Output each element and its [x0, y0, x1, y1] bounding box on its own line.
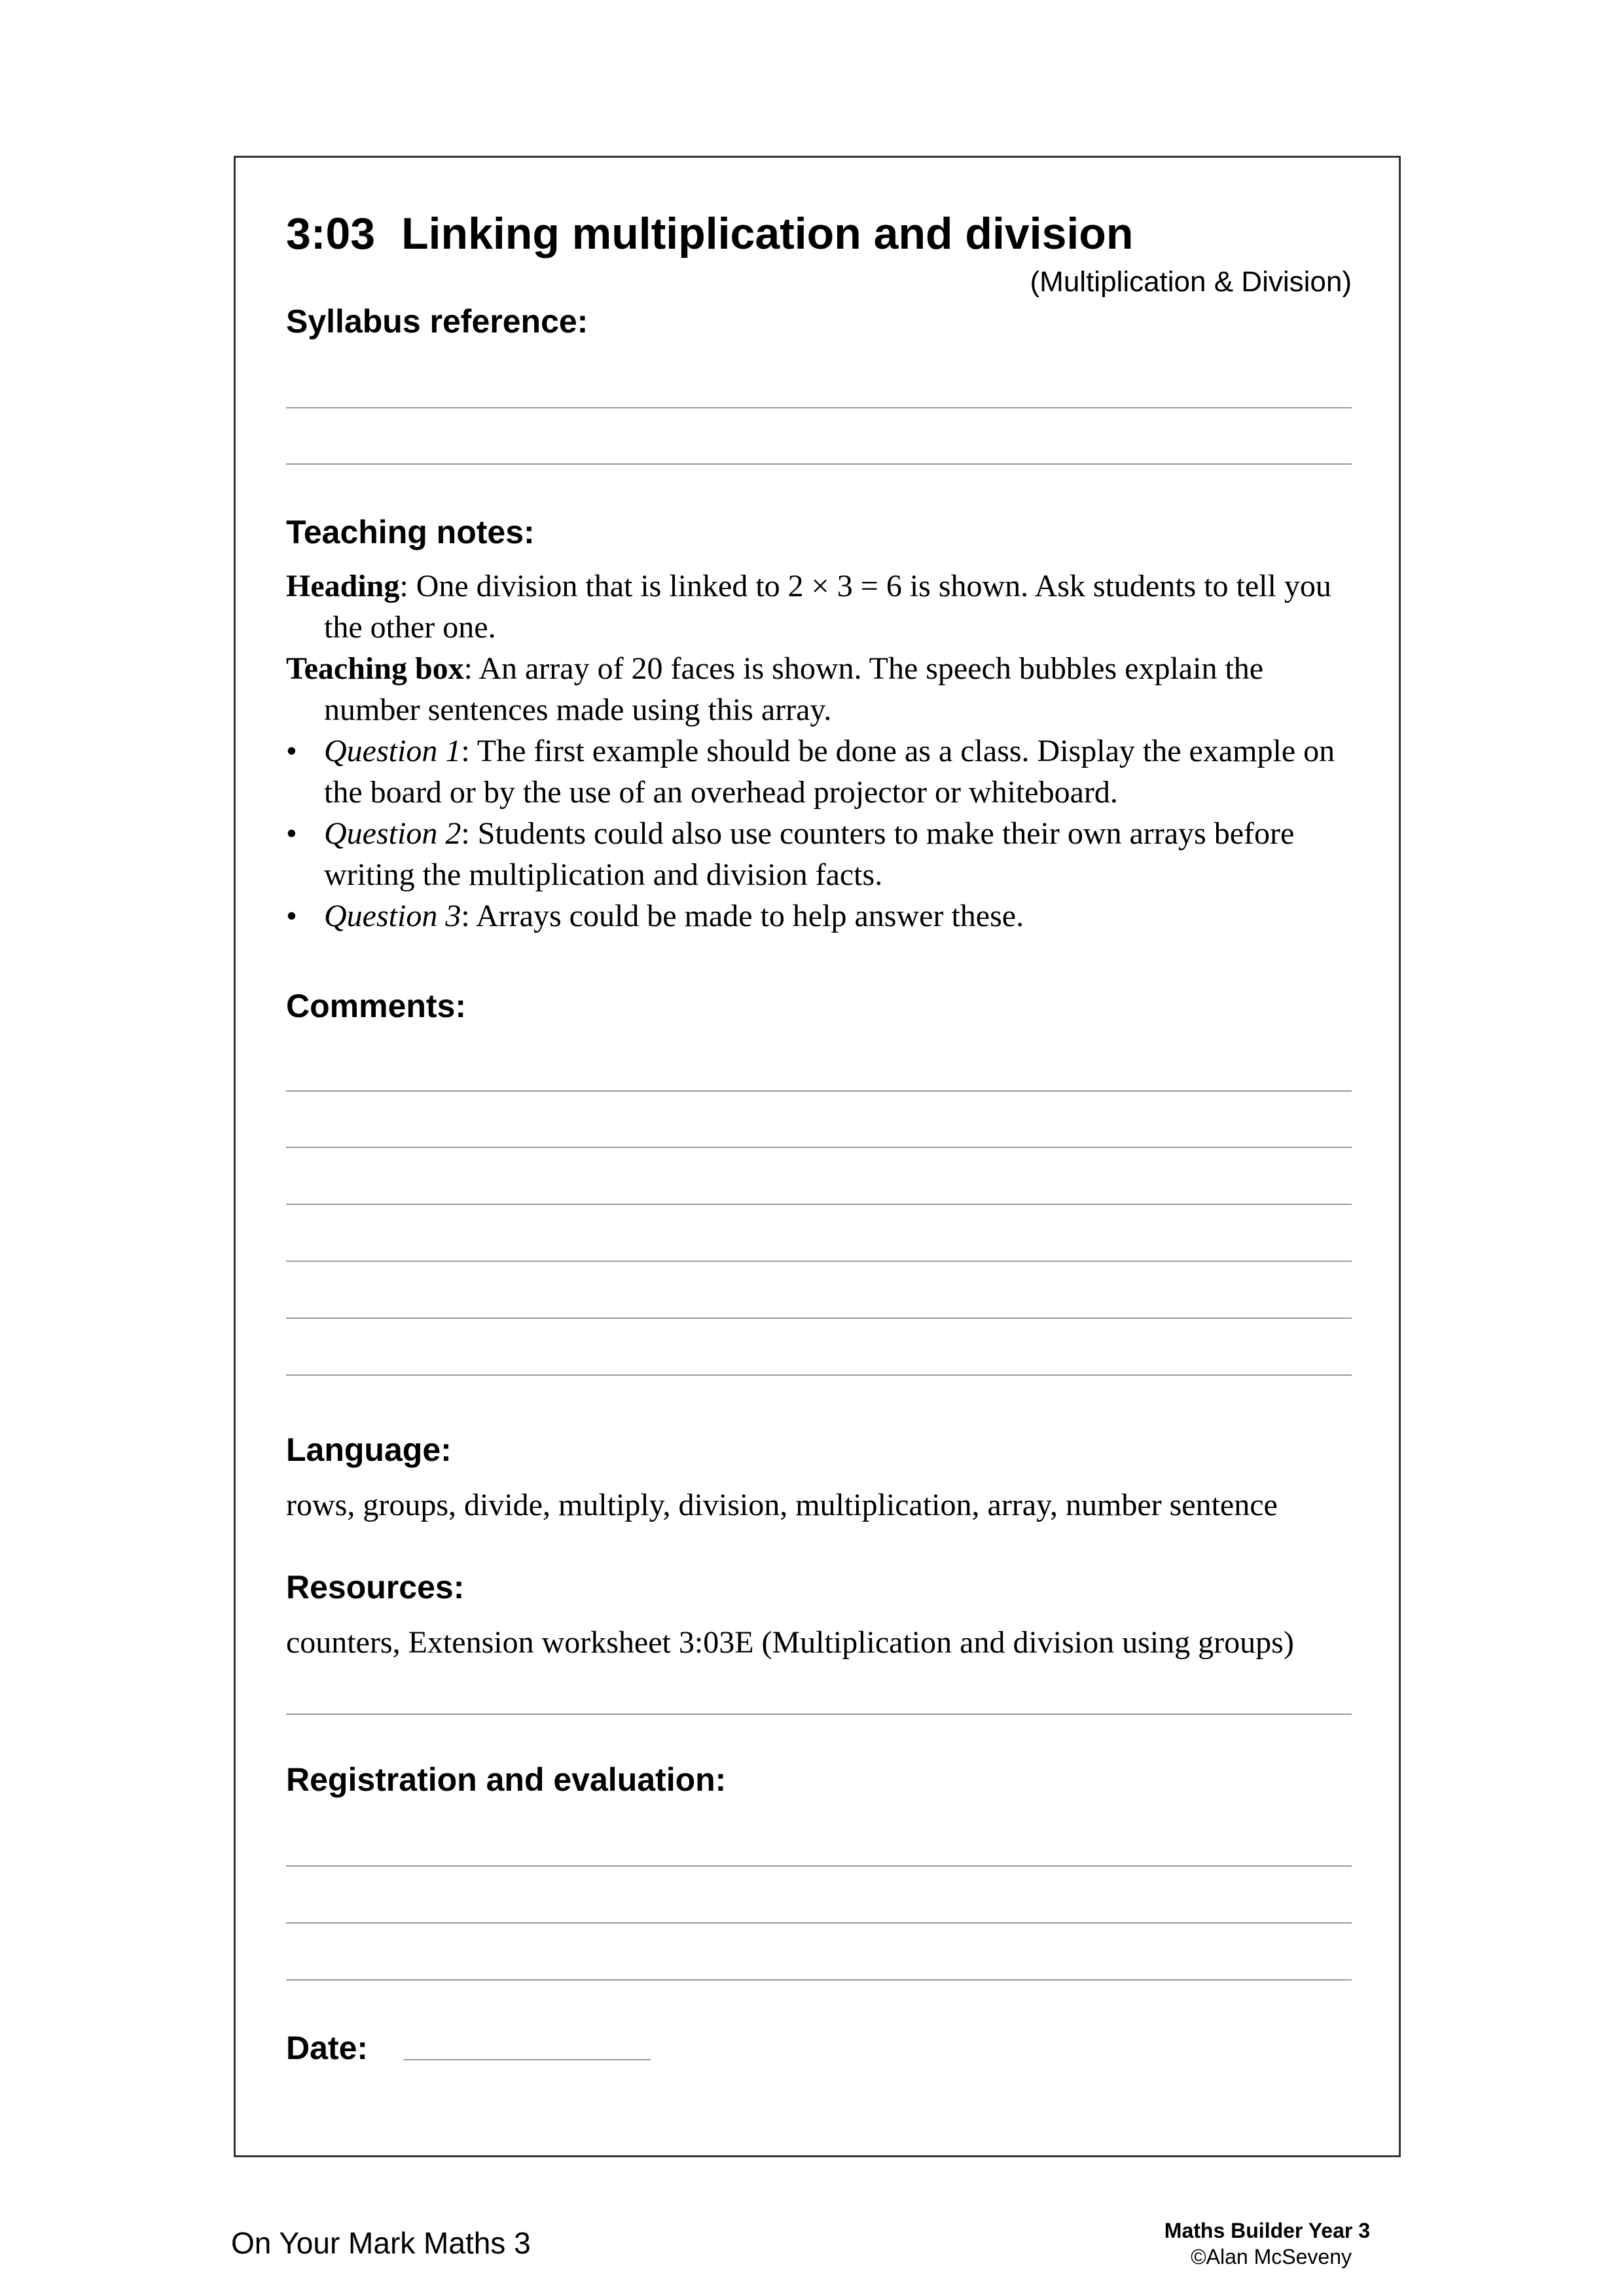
syllabus-line-1 [286, 407, 1352, 408]
resources-heading: Resources: [286, 1569, 465, 1605]
syllabus-line-2 [286, 463, 1352, 465]
page-frame [234, 156, 1401, 2157]
registration-line-2 [286, 1922, 1352, 1924]
footer-series: On Your Mark Maths 3 [231, 2226, 531, 2260]
comments-line-6 [286, 1374, 1352, 1376]
page-title [286, 208, 1133, 259]
comments-line-3 [286, 1204, 1352, 1205]
footer-book-title: Maths Builder Year 3 [1164, 2219, 1370, 2242]
language-heading: Language: [286, 1431, 452, 1468]
comments-line-1 [286, 1090, 1352, 1092]
footer-copyright: ©Alan McSeveny [1191, 2245, 1352, 2269]
lesson-number: 3:03 [286, 209, 376, 259]
note-teaching-box: Teaching box: An array of 20 faces is shown. The speech bubbles explain the number sentences made using this array. [286, 651, 1264, 727]
comments-line-5 [286, 1318, 1352, 1319]
resources-line [286, 1713, 1352, 1715]
resources-text: counters, Extension worksheet 3:03E (Multiplication and division using groups) [286, 1625, 1294, 1660]
comments-line-2 [286, 1147, 1352, 1148]
note-question-1: • Question 1: The first example should be done as a class. Display the example on the board or by the use of an overhead projector or whiteboard. [286, 734, 1335, 810]
syllabus-heading: Syllabus reference: [286, 303, 588, 340]
teaching-notes [286, 565, 1360, 937]
language-text: rows, groups, divide, multiply, division, multiplication, array, number sentence [286, 1488, 1278, 1522]
date-label: Date: [286, 2030, 369, 2066]
strand-label: (Multiplication & Division) [1030, 266, 1352, 298]
lesson-title: Linking multiplication and division [401, 209, 1134, 259]
comments-line-4 [286, 1261, 1352, 1262]
registration-line-1 [286, 1865, 1352, 1867]
registration-heading: Registration and evaluation: [286, 1761, 727, 1798]
comments-heading: Comments: [286, 988, 467, 1024]
note-heading: Heading: One division that is linked to 2 × 3 = 6 is shown. Ask students to tell you the other one. [286, 569, 1331, 645]
note-question-2: • Question 2: Students could also use counters to make their own arrays before writing the multiplication and division facts. [286, 816, 1295, 892]
teaching-notes-heading: Teaching notes: [286, 514, 535, 550]
note-question-3: • Question 3: Arrays could be made to help answer these. [286, 899, 1024, 933]
registration-line-3 [286, 1979, 1352, 1981]
date-line [403, 2059, 651, 2060]
